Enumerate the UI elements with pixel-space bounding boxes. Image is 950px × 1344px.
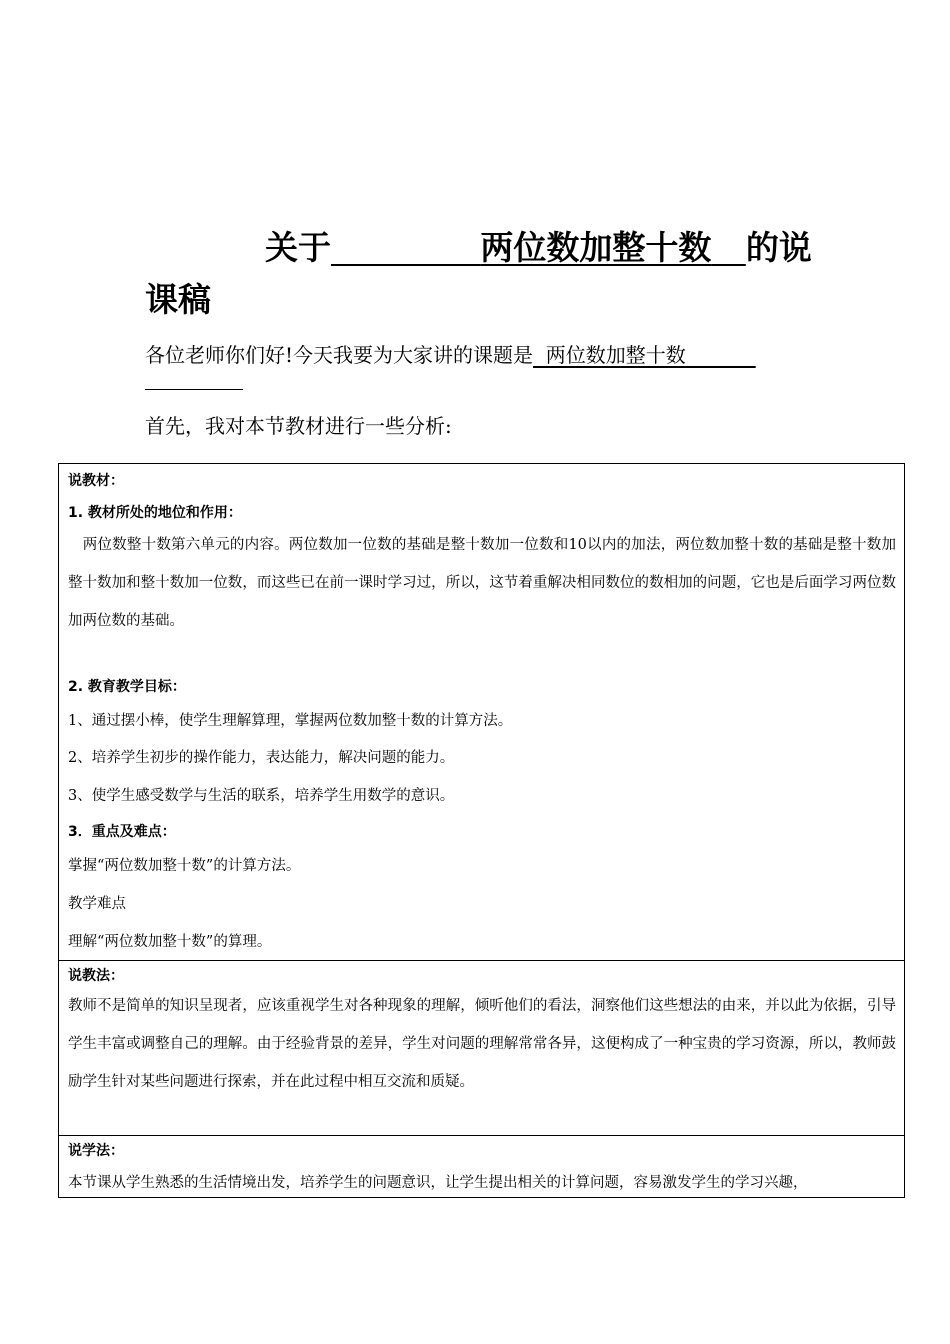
- material-section: [59, 464, 904, 961]
- method-heading: 说教法：: [68, 968, 124, 984]
- title-suffix: 的说: [745, 228, 812, 267]
- difficulty: 理解“两位数加整十数”的算理。: [68, 934, 272, 950]
- greeting-topic: 两位数加整十数: [533, 343, 756, 367]
- learning-para: 本节课从学生熟悉的生活情境出发，培养学生的问题意识，让学生提出相关的计算问题，容易激发学生的学习兴趣，: [68, 1175, 808, 1191]
- goal-1: 1、通过摆小棒，使学生理解算理，掌握两位数加整十数的计算方法。: [68, 713, 513, 729]
- method-para: 教师不是简单的知识呈现者，应该重视学生对各种现象的理解，倾听他们的看法，洞察他们这些想法的由来，并以此为依据，引导学生丰富或调整自己的理解。由于经验背景的差异，学生对问题的理解常常各异，这便构成了一种宝贵的学习资源，所以，教师鼓励学生针对某些问题进行探索，并在此过程中相互交流和质疑。: [68, 998, 896, 1090]
- learning-heading: 说学法：: [68, 1143, 124, 1159]
- greeting-text: 各位老师你们好!今天我要为大家讲的课题是: [145, 343, 534, 367]
- document-title-line2: 课稿: [145, 280, 211, 319]
- lesson-table: [58, 463, 905, 1198]
- material-heading: 说教材：: [68, 473, 124, 489]
- title-underline-blank-2: [711, 228, 745, 267]
- key-point: 掌握“两位数加整十数”的计算方法。: [68, 858, 301, 874]
- method-section: [59, 961, 904, 1136]
- intro-text: 首先，我对本节教材进行一些分析:: [145, 414, 452, 438]
- material-sub1: 1. 教材所处的地位和作用：: [68, 505, 242, 521]
- greeting: [145, 340, 756, 370]
- greeting-underline: [145, 389, 243, 390]
- goal-3: 3、使学生感受数学与生活的联系，培养学生用数学的意识。: [68, 788, 455, 804]
- key-points-heading: 3．重点及难点：: [68, 824, 176, 840]
- document-title: [265, 226, 812, 270]
- goals-heading: 2. 教育教学目标：: [68, 679, 186, 695]
- material-para1: 两位数整十数第六单元的内容。两位数加一位数的基础是整十数加一位数和10以内的加法，两位数加整十数的基础是整十数加整十数加和整十数加一位数，而这些已在前一课时学习过，所以，这节着重解决相同数位的数相加的问题，它也是后面学习两位数加两位数的基础。: [68, 537, 896, 629]
- goal-2: 2、培养学生初步的操作能力，表达能力，解决问题的能力。: [68, 750, 455, 766]
- learning-section: [59, 1136, 904, 1197]
- title-prefix: 关于: [265, 228, 331, 267]
- difficulty-label: 教学难点: [68, 896, 126, 912]
- title-underline-blank: [331, 228, 480, 267]
- title-topic: 两位数加整十数: [480, 228, 712, 267]
